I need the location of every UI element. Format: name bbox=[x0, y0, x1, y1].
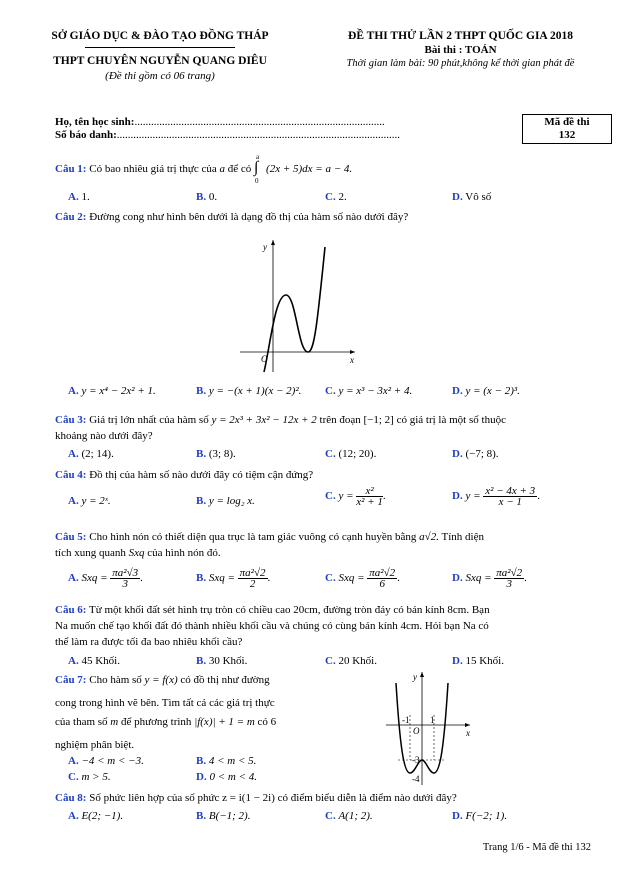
page-count-note: (Đề thi gồm có 06 trang) bbox=[105, 70, 215, 82]
question-1-label: Câu 1: bbox=[55, 163, 87, 175]
question-7-text: Cho hàm số bbox=[89, 674, 142, 686]
student-name-label: Họ, tên học sinh: bbox=[55, 116, 135, 128]
page-footer: Trang 1/6 - Mã đề thi 132 bbox=[482, 842, 591, 853]
q1-option-b[interactable]: B. 0. bbox=[196, 191, 218, 203]
question-5 bbox=[55, 530, 600, 545]
question-3 bbox=[55, 413, 595, 428]
q5-option-c[interactable]: C. Sxq = $\frac{\text{πa²√2}}{6}$ . bbox=[325, 567, 400, 590]
question-2 bbox=[55, 210, 408, 225]
question-3-expr: y = 2x³ + 3x² − 12x + 2 bbox=[211, 414, 317, 426]
x-axis-arrow bbox=[465, 723, 470, 727]
q3-option-d[interactable]: D. (−7; 8). bbox=[452, 448, 499, 460]
q5-option-b[interactable]: B. Sxq = $\frac{\text{πa²√2}}{2}$ . bbox=[196, 567, 271, 590]
question-7-expr: y = f(x) bbox=[144, 674, 178, 686]
question-7-equation: |f(x)| + 1 = m bbox=[194, 716, 255, 728]
x-label: x bbox=[350, 355, 354, 365]
tick-neg4: -4 bbox=[412, 774, 420, 784]
question-8-label: Câu 8: bbox=[55, 792, 87, 804]
question-5-hyp: a√2. bbox=[419, 531, 439, 543]
integral-upper: a bbox=[256, 153, 260, 161]
header-underline bbox=[85, 47, 235, 48]
question-1-var: a bbox=[219, 163, 226, 175]
q3-option-c[interactable]: C. (12; 20). bbox=[325, 448, 377, 460]
q8-option-c[interactable]: C. A(1; 2). bbox=[325, 810, 373, 822]
origin-label: O bbox=[413, 726, 420, 736]
student-id-label: Số báo danh: bbox=[55, 129, 117, 141]
question-7-text-c: của tham số bbox=[55, 716, 108, 728]
q3-option-b[interactable]: B. (3; 8). bbox=[196, 448, 236, 460]
student-name-row bbox=[55, 116, 385, 128]
question-1-text: Có bao nhiêu giá trị thực của bbox=[89, 163, 217, 175]
q2-option-b[interactable]: B. y = −(x + 1)(x − 2)². bbox=[196, 385, 302, 397]
question-5-text-b: Tính diện bbox=[441, 531, 484, 543]
q2-option-d[interactable]: D. y = (x − 2)³. bbox=[452, 385, 520, 397]
tick-1: 1 bbox=[430, 715, 435, 725]
student-name-dots: ........................................................................................... bbox=[134, 116, 385, 128]
question-7-label: Câu 7: bbox=[55, 674, 87, 686]
y-axis-arrow bbox=[420, 672, 424, 677]
school-name: THPT CHUYÊN NGUYỄN QUANG DIÊU bbox=[53, 55, 267, 67]
exam-subject: Bài thi : TOÁN bbox=[424, 44, 497, 56]
question-7-m: m bbox=[110, 716, 119, 728]
exam-code-title: Mã đề thi bbox=[544, 116, 590, 128]
question-7-graph bbox=[378, 668, 478, 786]
student-id-dots: ....................................................................................................... bbox=[116, 129, 401, 141]
q4-option-c[interactable]: C. y = $\frac{\text{x²}}{\text{x² + 1}}$ . bbox=[325, 485, 386, 508]
question-6-line2: Na muốn chế tạo khối đất đó thành nhiều khối cầu và chúng có cùng bán kính 4cm. Hỏi bạn Na có bbox=[55, 620, 489, 632]
q6-option-d[interactable]: D. 15 Khối. bbox=[452, 655, 504, 667]
exam-code-box bbox=[522, 114, 612, 144]
question-7-text-d: để phương trình bbox=[121, 716, 192, 728]
exam-title: ĐỀ THI THỬ LẦN 2 THPT QUỐC GIA 2018 bbox=[348, 30, 573, 42]
origin-label: O bbox=[261, 354, 268, 364]
tick-neg1: -1 bbox=[402, 715, 410, 725]
q2-option-c[interactable]: C. y = x³ − 3x² + 4. bbox=[325, 385, 413, 397]
question-7 bbox=[55, 673, 270, 688]
q8-option-a[interactable]: A. E(2; −1). bbox=[68, 810, 124, 822]
question-6-label: Câu 6: bbox=[55, 604, 87, 616]
question-7-text-b: có đồ thị như đường bbox=[180, 674, 270, 686]
x-label: x bbox=[466, 728, 470, 738]
question-8-text: Số phức liên hợp của số phức z = i(1 − 2i) có điểm biểu diễn là điểm nào dưới đây? bbox=[89, 792, 457, 804]
q6-option-b[interactable]: B. 30 Khối. bbox=[196, 655, 248, 667]
question-7-line3 bbox=[55, 715, 276, 730]
q8-option-b[interactable]: B. B(−1; 2). bbox=[196, 810, 251, 822]
question-5-text-c: tích xung quanh bbox=[55, 547, 126, 559]
integral-sign: a ∫ 0 bbox=[254, 160, 266, 177]
y-axis-arrow bbox=[271, 240, 275, 245]
question-3-line2: khoảng nào dưới đây? bbox=[55, 430, 153, 442]
question-2-text: Đường cong như hình bên dưới là dạng đồ thị của hàm số nào dưới đây? bbox=[89, 211, 409, 223]
q7-option-b[interactable]: B. 4 < m < 5. bbox=[196, 755, 257, 767]
question-4-text: Đồ thị của hàm số nào dưới đây có tiệm cận đứng? bbox=[89, 469, 314, 481]
question-7-line4: nghiệm phân biệt. bbox=[55, 739, 135, 751]
q5-option-a[interactable]: A. Sxq = $\frac{\text{πa²√3}}{3}$ . bbox=[68, 567, 143, 590]
y-label: y bbox=[263, 242, 267, 252]
question-7-line2: cong trong hình vẽ bên. Tìm tất cả các giá trị thực bbox=[55, 697, 275, 709]
question-6-line3: thể làm ra được tối đa bao nhiêu khối cầu? bbox=[55, 636, 243, 648]
q7-option-c[interactable]: C. m > 5. bbox=[68, 771, 111, 783]
school-department: SỞ GIÁO DỤC & ĐÀO TẠO ĐỒNG THÁP bbox=[51, 30, 269, 42]
q4-option-a[interactable]: A. y = 2ˣ. bbox=[68, 495, 111, 507]
q7-option-a[interactable]: A. −4 < m < −3. bbox=[68, 755, 144, 767]
question-5-text: Cho hình nón có thiết diện qua trục là tam giác vuông có cạnh huyền bằng bbox=[89, 531, 417, 543]
q2-option-a[interactable]: A. y = x⁴ − 2x² + 1. bbox=[68, 385, 156, 397]
question-6 bbox=[55, 603, 600, 618]
q6-option-a[interactable]: A. 45 Khối. bbox=[68, 655, 120, 667]
exam-code-value: 132 bbox=[558, 129, 576, 141]
integral-expression: (2x + 5)dx = a − 4. bbox=[266, 163, 353, 175]
x-axis-arrow bbox=[350, 350, 355, 354]
exam-duration: Thời gian làm bài: 90 phút,không kể thời gian phát đề bbox=[346, 58, 575, 69]
q3-option-a[interactable]: A. (2; 14). bbox=[68, 448, 114, 460]
question-6-line1: Từ một khối đất sét hình trụ tròn có chiều cao 20cm, đường tròn đáy có bán kính 8cm. Bạn bbox=[89, 604, 490, 616]
question-5-text-d: của hình nón đó. bbox=[147, 547, 221, 559]
question-2-graph bbox=[230, 237, 365, 375]
tick-neg3: -3 bbox=[412, 755, 420, 765]
q4-option-b[interactable]: B. y = log₂ x. bbox=[196, 495, 255, 507]
q4-option-d[interactable]: D. y = $\frac{\text{x² − 4x + 3}}{x - 1}$ . bbox=[452, 485, 540, 508]
question-2-label: Câu 2: bbox=[55, 211, 87, 223]
question-5-sxq: Sxq bbox=[128, 547, 145, 559]
q1-option-d[interactable]: D. Vô số bbox=[452, 191, 492, 203]
question-3-label: Câu 3: bbox=[55, 414, 87, 426]
question-7-text-e: có 6 bbox=[257, 716, 277, 728]
question-5-label: Câu 5: bbox=[55, 531, 87, 543]
y-label: y bbox=[413, 672, 417, 682]
question-1 bbox=[55, 153, 353, 185]
q7-option-d[interactable]: D. 0 < m < 4. bbox=[196, 771, 257, 783]
q5-option-d[interactable]: D. Sxq = $\frac{\text{πa²√2}}{3}$ . bbox=[452, 567, 527, 590]
question-3-text: Giá trị lớn nhất của hàm số bbox=[89, 414, 209, 426]
q1-option-a[interactable]: A. 1. bbox=[68, 191, 90, 203]
question-1-text-b: để có bbox=[227, 163, 252, 175]
question-5-line2 bbox=[55, 546, 221, 561]
q1-option-c[interactable]: C. 2. bbox=[325, 191, 347, 203]
question-3-text-b: trên đoạn [−1; 2] có giá trị là một số thuộc bbox=[319, 414, 506, 426]
student-id-row bbox=[55, 129, 400, 141]
question-4-label: Câu 4: bbox=[55, 469, 87, 481]
q8-option-d[interactable]: D. F(−2; 1). bbox=[452, 810, 508, 822]
question-8 bbox=[55, 791, 457, 806]
question-4 bbox=[55, 468, 313, 483]
integral-lower: 0 bbox=[255, 177, 259, 185]
q6-option-c[interactable]: C. 20 Khối. bbox=[325, 655, 377, 667]
